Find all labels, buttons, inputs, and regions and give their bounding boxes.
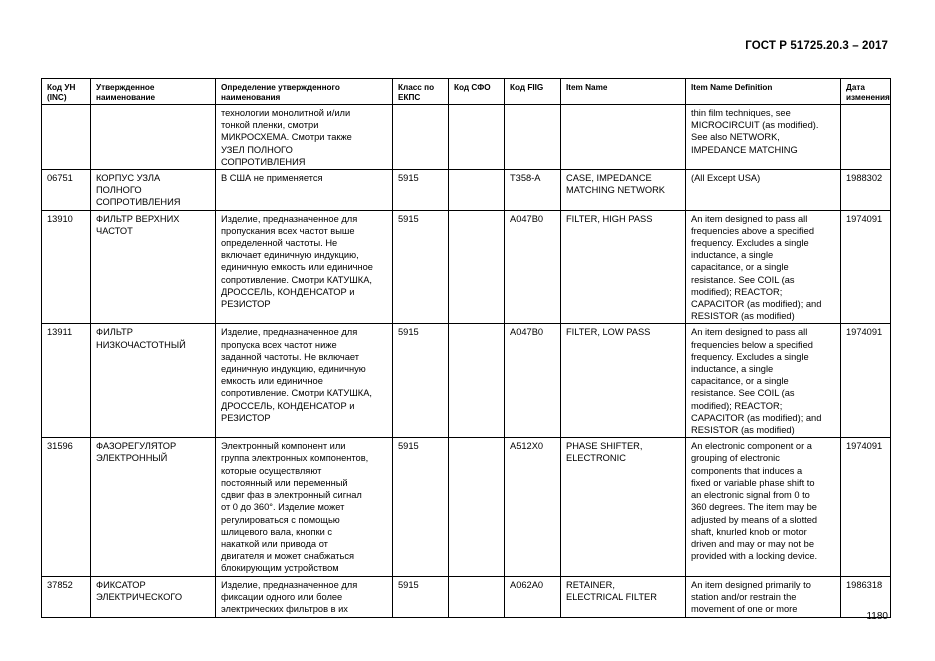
cell-definition: В США не применяется — [216, 170, 393, 211]
cell-sfo — [449, 324, 505, 438]
cell-fiig: A047B0 — [505, 324, 561, 438]
cell-item-name: RETAINER, ELECTRICAL FILTER — [561, 576, 686, 617]
cell-item-name — [561, 105, 686, 170]
cell-definition: Изделие, предназначенное для пропускания всех частот выше определенной частоты. Не включает единичную индукцию, единичную емкость или единичное сопротивление. Смотри КАТУШКА, ДРОССЕЛЬ, КОНДЕНСАТОР и РЕЗИСТОР — [216, 210, 393, 324]
cell-fiig: A047B0 — [505, 210, 561, 324]
cell-inc: 13911 — [42, 324, 91, 438]
cell-date: 1988302 — [841, 170, 891, 211]
cell-approved-name — [91, 105, 216, 170]
cell-inc: 31596 — [42, 438, 91, 576]
cell-inc — [42, 105, 91, 170]
cell-item-definition: An item designed to pass all frequencies below a specified frequency. Excludes a single inductance, a single capacitance, or a single resistance. See COIL (as modified); REACTOR; CAPACITOR (as modified); and RESISTOR (as modified) — [686, 324, 841, 438]
cell-approved-name: ФИЛЬТР НИЗКОЧАСТОТНЫЙ — [91, 324, 216, 438]
cell-inc: 06751 — [42, 170, 91, 211]
col-header-class: Класс по ЕКПС — [393, 79, 449, 105]
cell-item-definition: An item designed to pass all frequencies above a specified frequency. Excludes a single inductance, a single capacitance, or a single resistance. See COIL (as modified); REACTOR; CAPACITOR (as modified); and RESISTOR (as modified) — [686, 210, 841, 324]
cell-class: 5915 — [393, 324, 449, 438]
table-row — [42, 576, 891, 617]
table-header-row — [42, 79, 891, 105]
document-code: ГОСТ Р 51725.20.3 – 2017 — [745, 40, 888, 52]
cell-date: 1974091 — [841, 210, 891, 324]
cell-class: 5915 — [393, 576, 449, 617]
cell-item-name: PHASE SHIFTER, ELECTRONIC — [561, 438, 686, 576]
cell-item-name: FILTER, LOW PASS — [561, 324, 686, 438]
cell-definition: технологии монолитной и/или тонкой пленки, смотри МИКРОСХЕМА. Смотри также УЗЕЛ ПОЛНОГО СОПРОТИВЛЕНИЯ — [216, 105, 393, 170]
table-row — [42, 105, 891, 170]
cell-sfo — [449, 170, 505, 211]
cell-sfo — [449, 576, 505, 617]
cell-class — [393, 105, 449, 170]
cell-date — [841, 105, 891, 170]
col-header-inc: Код УН (INC) — [42, 79, 91, 105]
cell-approved-name: ФИКСАТОР ЭЛЕКТРИЧЕСКОГО — [91, 576, 216, 617]
cell-sfo — [449, 105, 505, 170]
cell-date: 1986318 — [841, 576, 891, 617]
col-header-item-definition: Item Name Definition — [686, 79, 841, 105]
col-header-date: Дата изменения — [841, 79, 891, 105]
col-header-sfo: Код СФО — [449, 79, 505, 105]
table-row — [42, 210, 891, 324]
cell-item-name: CASE, IMPEDANCE MATCHING NETWORK — [561, 170, 686, 211]
cell-inc: 37852 — [42, 576, 91, 617]
cell-item-definition: thin film techniques, see MICROCIRCUIT (as modified). See also NETWORK, IMPEDANCE MATCHING — [686, 105, 841, 170]
col-header-item-name: Item Name — [561, 79, 686, 105]
col-header-approved-name: Утвержденное наименование — [91, 79, 216, 105]
cell-item-definition: (All Except USA) — [686, 170, 841, 211]
cell-definition: Изделие, предназначенное для пропуска всех частот ниже заданной частоты. Не включает единичную индукцию, единичную емкость или единичное сопротивление. Смотри КАТУШКА, ДРОССЕЛЬ, КОНДЕНСАТОР и РЕЗИСТОР — [216, 324, 393, 438]
col-header-fiig: Код FIIG — [505, 79, 561, 105]
cell-class: 5915 — [393, 438, 449, 576]
cell-definition: Электронный компонент или группа электронных компонентов, которые осуществляют постоянный или переменный сдвиг фаз в электронный сигнал от 0 до 360°. Изделие может регулироваться с помощью шлицевого вала, кнопки с накаткой или привода от двигателя и может снабжаться блокирующим устройством — [216, 438, 393, 576]
page-number: 1180 — [866, 611, 888, 622]
table-row — [42, 324, 891, 438]
cell-sfo — [449, 438, 505, 576]
cell-item-definition: An item designed primarily to station and/or restrain the movement of one or more — [686, 576, 841, 617]
cell-sfo — [449, 210, 505, 324]
cell-class: 5915 — [393, 170, 449, 211]
cell-fiig: A062A0 — [505, 576, 561, 617]
cell-fiig — [505, 105, 561, 170]
cell-class: 5915 — [393, 210, 449, 324]
cell-date: 1974091 — [841, 438, 891, 576]
cell-fiig: A512X0 — [505, 438, 561, 576]
cell-item-definition: An electronic component or a grouping of electronic components that induces a fixed or variable phase shift to an electronic signal from 0 to 360 degrees. The item may be adjusted by means of a slotted shaft, knurled knob or motor driven and may or may not be provided with a locking device. — [686, 438, 841, 576]
cell-item-name: FILTER, HIGH PASS — [561, 210, 686, 324]
cell-inc: 13910 — [42, 210, 91, 324]
cell-approved-name: КОРПУС УЗЛА ПОЛНОГО СОПРОТИВЛЕНИЯ — [91, 170, 216, 211]
cell-approved-name: ФИЛЬТР ВЕРХНИХ ЧАСТОТ — [91, 210, 216, 324]
cell-definition: Изделие, предназначенное для фиксации одного или более электрических фильтров в их — [216, 576, 393, 617]
cell-approved-name: ФАЗОРЕГУЛЯТОР ЭЛЕКТРОННЫЙ — [91, 438, 216, 576]
cell-fiig: T358-A — [505, 170, 561, 211]
cell-date: 1974091 — [841, 324, 891, 438]
table-row — [42, 438, 891, 576]
table-row — [42, 170, 891, 211]
nomenclature-table — [41, 78, 891, 618]
col-header-definition: Определение утвержденного наименования — [216, 79, 393, 105]
